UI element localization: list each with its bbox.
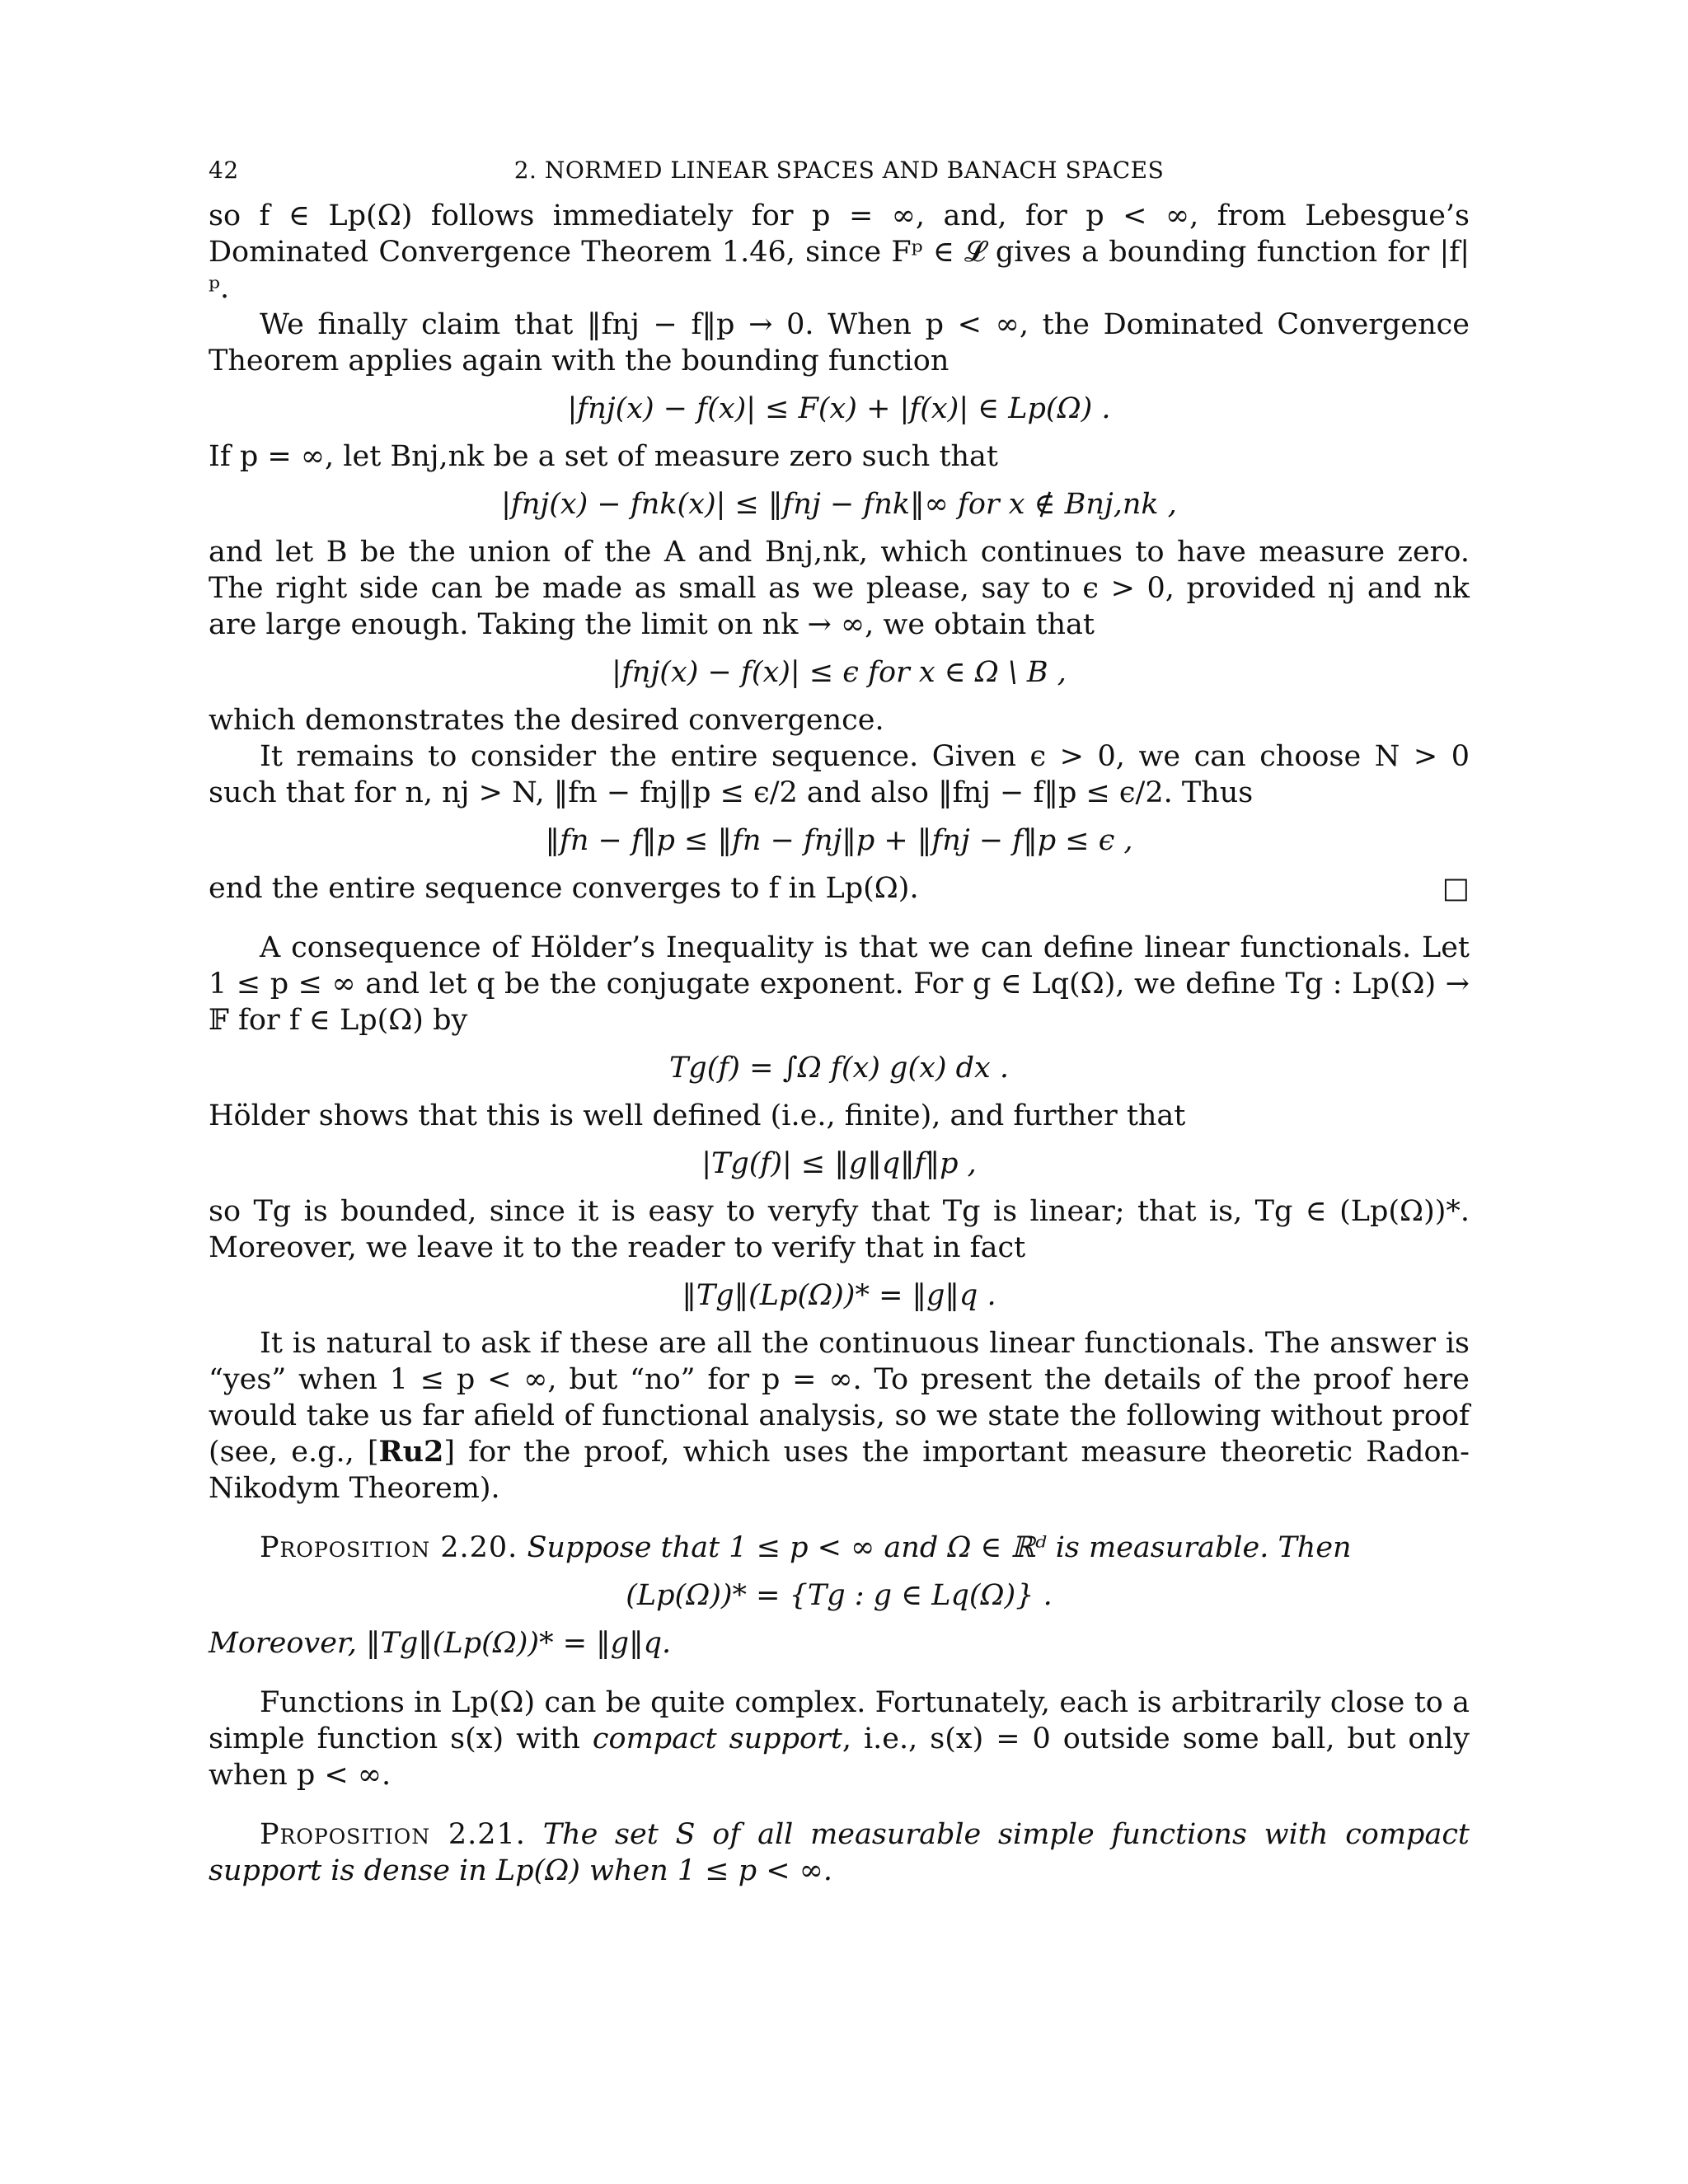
display-equation: |fnj(x) − f(x)| ≤ F(x) + |f(x)| ∈ Lp(Ω) . xyxy=(567,392,1111,425)
running-title: 2. NORMED LINEAR SPACES AND BANACH SPACES xyxy=(513,157,1165,184)
display-equation: |Tg(f)| ≤ ‖g‖q‖f‖p , xyxy=(701,1147,977,1180)
display-equation: ‖Tg‖(Lp(Ω))* = ‖g‖q . xyxy=(682,1279,996,1312)
paragraph: which demonstrates the desired convergence. xyxy=(209,704,884,737)
display-equation: ‖fn − f‖p ≤ ‖fn − fnj‖p + ‖fnj − f‖p ≤ ϵ , xyxy=(545,824,1133,857)
proposition-text: Suppose that 1 ≤ p < ∞ and Ω ∈ ℝᵈ is measurable. Then xyxy=(527,1531,1352,1564)
proposition-label: Proposition 2.20. xyxy=(260,1531,518,1564)
page-number: 42 xyxy=(209,157,239,184)
paragraph-text: Functions in Lp(Ω) can be quite complex. Fortunately, each is arbitrarily close to a simple function s(x) with xyxy=(209,1686,1470,1755)
spacer xyxy=(209,907,1470,930)
spacer xyxy=(209,1793,1470,1816)
qed-symbol: □ xyxy=(1442,872,1470,905)
proposition-label: Proposition 2.21. xyxy=(260,1818,526,1851)
proposition xyxy=(209,1816,1470,1889)
paragraph xyxy=(209,1685,1470,1793)
proposition-text: The set S of all measurable simple functions with compact support is dense in Lp(Ω) when 1 ≤ p < ∞. xyxy=(209,1818,1470,1887)
paragraph: We finally claim that ‖fnj − f‖p → 0. When p < ∞, the Dominated Convergence Theorem applies again with the bounding function xyxy=(209,308,1470,377)
paragraph-text: , i.e., s(x) = 0 outside some ball, but only when p < ∞. xyxy=(209,1722,1470,1792)
display-equation: Tg(f) = ∫Ω f(x) g(x) dx . xyxy=(668,1052,1010,1085)
display-equation: |fnj(x) − f(x)| ≤ ϵ for x ∈ Ω \ B , xyxy=(612,656,1067,689)
paragraph: so Tg is bounded, since it is easy to veryfy that Tg is linear; that is, Tg ∈ (Lp(Ω))*. Moreover, we leave it to the reader to verify that in fact xyxy=(209,1195,1470,1264)
running-head xyxy=(209,157,1470,198)
display-equation: |fnj(x) − fnk(x)| ≤ ‖fnj − fnk‖∞ for x ∉ Bnj,nk , xyxy=(501,488,1177,521)
proposition xyxy=(209,1530,1470,1566)
paragraph: A consequence of Hölder’s Inequality is that we can define linear functionals. Let 1 ≤ p ≤ ∞ and let q be the conjugate exponent. For g ∈ Lq(Ω), we define Tg : Lp(Ω) → 𝔽 for f ∈ Lp(Ω) by xyxy=(209,931,1470,1037)
citation: Ru2 xyxy=(378,1435,444,1469)
display-equation: (Lp(Ω))* = {Tg : g ∈ Lq(Ω)} . xyxy=(626,1579,1053,1612)
spacer xyxy=(209,1507,1470,1530)
page xyxy=(209,157,1470,1889)
body-text xyxy=(209,198,1470,1889)
paragraph-text: It is natural to ask if these are all the continuous linear functionals. The answer is “yes” when 1 ≤ p < ∞, but “no” for p = ∞. To present the details of the proof here would take us far afield of functional analysis, so we state the following without proof (see, e.g., [ xyxy=(209,1327,1470,1469)
paragraph: If p = ∞, let Bnj,nk be a set of measure zero such that xyxy=(209,440,998,473)
proposition-tail: Moreover, ‖Tg‖(Lp(Ω))* = ‖g‖q. xyxy=(209,1627,672,1660)
emphasis: compact support xyxy=(592,1722,842,1755)
paragraph-text: end the entire sequence converges to f in Lp(Ω). xyxy=(209,872,919,905)
paragraph-text: ] for the proof, which uses the important measure theoretic Radon-Nikodym Theorem). xyxy=(209,1436,1470,1505)
paragraph xyxy=(209,1325,1470,1507)
paragraph: It remains to consider the entire sequence. Given ϵ > 0, we can choose N > 0 such that for n, nj > N, ‖fn − fnj‖p ≤ ϵ/2 and also ‖fnj − f‖p ≤ ϵ/2. Thus xyxy=(209,740,1470,809)
paragraph: Hölder shows that this is well defined (i.e., finite), and further that xyxy=(209,1099,1186,1132)
paragraph: so f ∈ Lp(Ω) follows immediately for p = ∞, and, for p < ∞, from Lebesgue’s Dominated Convergence Theorem 1.46, since Fᵖ ∈ 𝓛 gives a bounding function for |f|ᵖ. xyxy=(209,199,1470,305)
paragraph xyxy=(209,870,1470,907)
spacer xyxy=(209,1661,1470,1685)
paragraph: and let B be the union of the A and Bnj,nk, which continues to have measure zero. The right side can be made as small as we please, say to ϵ > 0, provided nj and nk are large enough. Taking the limit on nk → ∞, we obtain that xyxy=(209,536,1470,641)
